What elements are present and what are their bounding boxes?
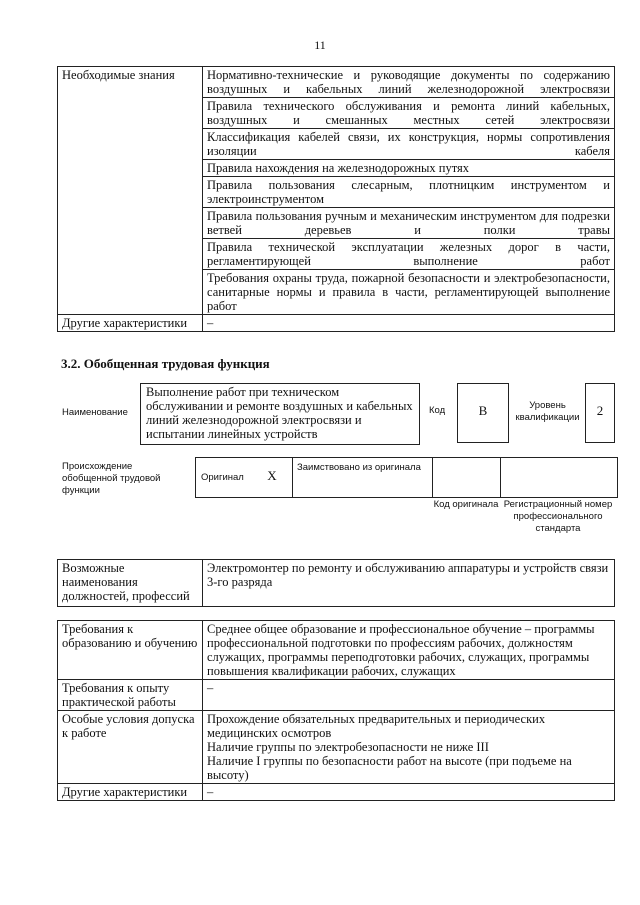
divider	[500, 457, 501, 497]
knowledge-item: Требования охраны труда, пожарной безопасности и электробезопасности, санитарные нормы и правила в части, регламентирующей выполнение работ	[203, 270, 615, 315]
section-title: 3.2. Обобщенная трудовая функция	[61, 356, 270, 371]
requirement-value	[203, 784, 615, 801]
divider	[432, 457, 433, 497]
original-mark: X	[267, 468, 277, 483]
other-characteristics-label: Другие характеристики	[58, 315, 203, 332]
requirement-line: Прохождение обязательных предварительных и периодических медицинских осмотров	[207, 712, 546, 740]
knowledge-table	[57, 66, 615, 332]
requirement-line: Среднее общее образование и профессиональное обучение – программы профессиональной подготовки по профессиям рабочих, должностям служащих, программы переподготовки рабочих, служащих, программы повышения квалификации рабочих, служащих	[207, 622, 595, 678]
requirement-line: Наличие группы по электробезопасности не ниже III	[207, 740, 489, 754]
knowledge-item: Правила технической эксплуатации железных дорог в части, регламентирующей выполнение работ	[203, 239, 615, 270]
function-name-value: Выполнение работ при техническом обслуживании и ремонте воздушных и кабельных линий железнодорожной электросвязи и испытании линейных устройств	[146, 385, 413, 441]
code-label: Код	[429, 405, 446, 416]
code-value: В	[478, 403, 488, 418]
knowledge-item: Правила технического обслуживания и ремонта линий кабельных, воздушных и смешанных местных сетей электросвязи	[203, 98, 615, 129]
level-value: 2	[596, 403, 604, 418]
code-caption: Код оригинала	[433, 499, 499, 510]
requirement-line: –	[207, 785, 214, 799]
requirement-line: Наличие I группы по безопасности работ на высоте (при подъеме на высоту)	[207, 754, 572, 782]
requirement-label: Другие характеристики	[58, 784, 203, 801]
requirement-label: Требования к образованию и обучению	[58, 621, 203, 680]
level-box	[585, 383, 615, 443]
positions-table	[57, 559, 615, 607]
page-number: 11	[314, 38, 326, 52]
knowledge-item: Классификация кабелей связи, их конструкция, нормы сопротивления изоляции кабеля	[203, 129, 615, 160]
knowledge-item: Правила нахождения на железнодорожных путях	[203, 160, 615, 177]
knowledge-item: Правила пользования слесарным, плотницким инструментом и электроинструментом	[203, 177, 615, 208]
knowledge-item: Правила пользования ручным и механическим инструментом для подрезки ветвей деревьев и полки травы	[203, 208, 615, 239]
requirement-label: Особые условия допуска к работе	[58, 711, 203, 784]
requirement-value	[203, 711, 615, 784]
code-box	[457, 383, 509, 443]
level-label: Уровень квалификации	[515, 400, 580, 423]
knowledge-item: Нормативно-технические и руководящие документы по содержанию воздушных и кабельных линий железнодорожной электросвязи	[203, 67, 615, 98]
borrowed-label: Заимствовано из оригинала	[297, 462, 421, 473]
other-characteristics-value: –	[203, 315, 615, 332]
origin-label: Происхождение обобщенной трудовой функции	[62, 461, 161, 496]
positions-label: Возможные наименования должностей, профессий	[58, 560, 203, 607]
reg-caption: Регистрационный номер профессионального стандарта	[503, 499, 613, 534]
requirement-value	[203, 621, 615, 680]
original-label: Оригинал	[201, 472, 244, 483]
divider	[292, 457, 293, 497]
requirements-table	[57, 620, 615, 801]
positions-value: Электромонтер по ремонту и обслуживанию аппаратуры и устройств связи 3-го разряда	[203, 560, 615, 607]
requirement-value	[203, 680, 615, 711]
requirement-line: –	[207, 681, 214, 695]
requirement-label: Требования к опыту практической работы	[58, 680, 203, 711]
name-label: Наименование	[62, 407, 128, 418]
function-name-box	[140, 383, 420, 445]
knowledge-label: Необходимые знания	[58, 67, 203, 315]
